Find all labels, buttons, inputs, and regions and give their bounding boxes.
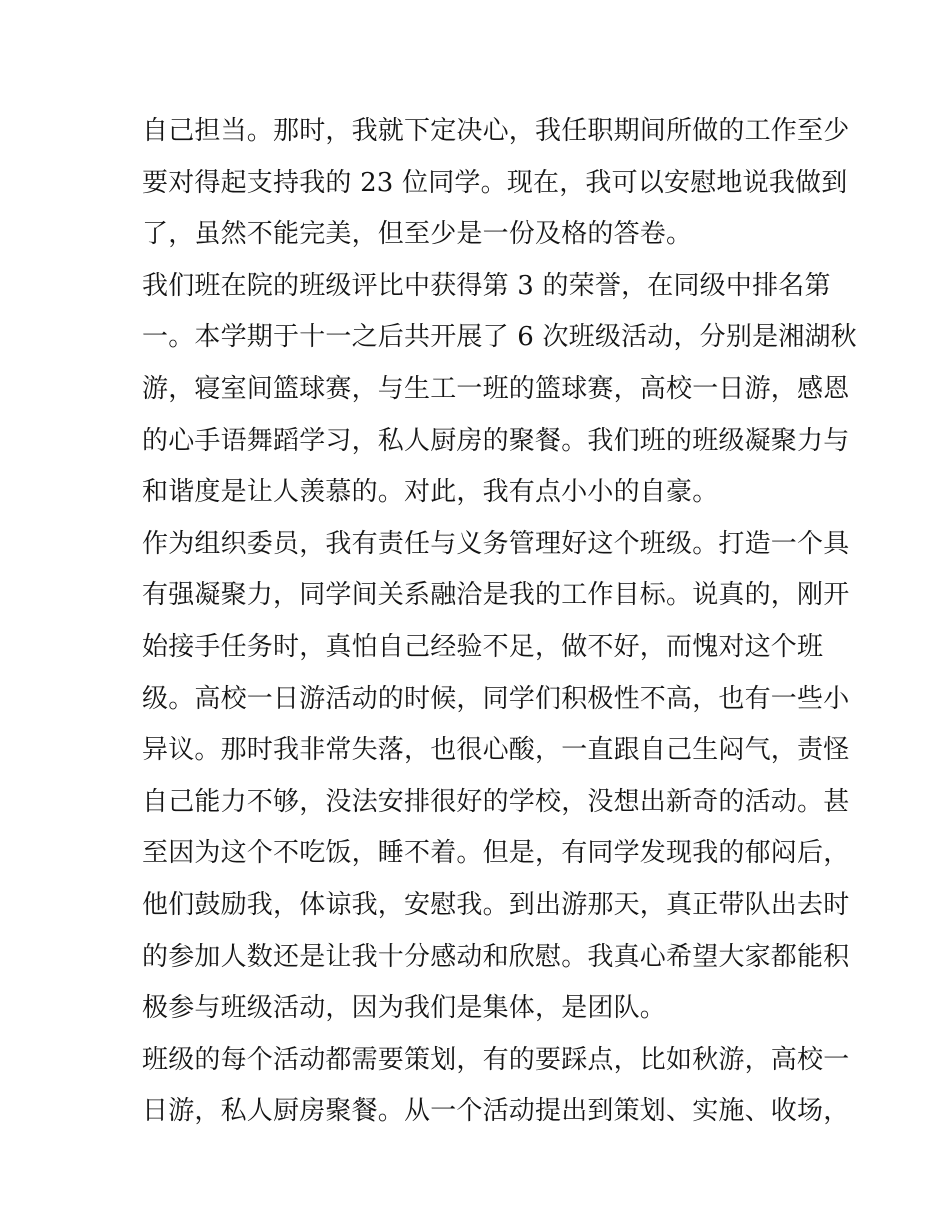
text-line: 有强凝聚力，同学间关系融洽是我的工作目标。说真的，刚开 — [142, 580, 850, 611]
body-text — [142, 106, 857, 1138]
text-line: 自己能力不够，没法安排很好的学校，没想出新奇的活动。甚 — [142, 786, 850, 817]
text-line: 要对得起支持我的 23 位同学。现在，我可以安慰地说我做到 — [142, 167, 848, 198]
text-line: 的参加人数还是让我十分感动和欣慰。我真心希望大家都能积 — [142, 941, 850, 972]
text-line: 自己担当。那时，我就下定决心，我任职期间所做的工作至少 — [142, 116, 850, 146]
text-line: 我们班在院的班级评比中获得第 3 的荣誉，在同级中排名第 — [142, 270, 831, 301]
text-line: 游，寝室间篮球赛，与生工一班的篮球赛，高校一日游，感恩 — [142, 373, 850, 404]
text-line: 作为组织委员，我有责任与义务管理好这个班级。打造一个具 — [142, 528, 850, 559]
text-line: 日游，私人厨房聚餐。从一个活动提出到策划、实施、收场， — [142, 1096, 850, 1127]
text-line: 至因为这个不吃饭，睡不着。但是，有同学发现我的郁闷后， — [142, 838, 850, 869]
text-line: 异议。那时我非常失落，也很心酸，一直跟自己生闷气，责怪 — [142, 735, 850, 766]
text-line: 他们鼓励我，体谅我，安慰我。到出游那天，真正带队出去时 — [142, 889, 850, 920]
text-line: 班级的每个活动都需要策划，有的要踩点，比如秋游，高校一 — [142, 1044, 850, 1075]
text-line: 的心手语舞蹈学习，私人厨房的聚餐。我们班的班级凝聚力与 — [142, 425, 850, 456]
text-line: 极参与班级活动，因为我们是集体，是团队。 — [142, 993, 667, 1024]
text-line: 了，虽然不能完美，但至少是一份及格的答卷。 — [142, 219, 693, 250]
text-line: 和谐度是让人羡慕的。对此，我有点小小的自豪。 — [142, 477, 719, 508]
text-line: 始接手任务时，真怕自己经验不足，做不好，而愧对这个班 — [142, 631, 824, 662]
text-line: 一。本学期于十一之后共开展了 6 次班级活动，分别是湘湖秋 — [142, 322, 857, 353]
text-line: 级。高校一日游活动的时候，同学们积极性不高，也有一些小 — [142, 683, 850, 714]
